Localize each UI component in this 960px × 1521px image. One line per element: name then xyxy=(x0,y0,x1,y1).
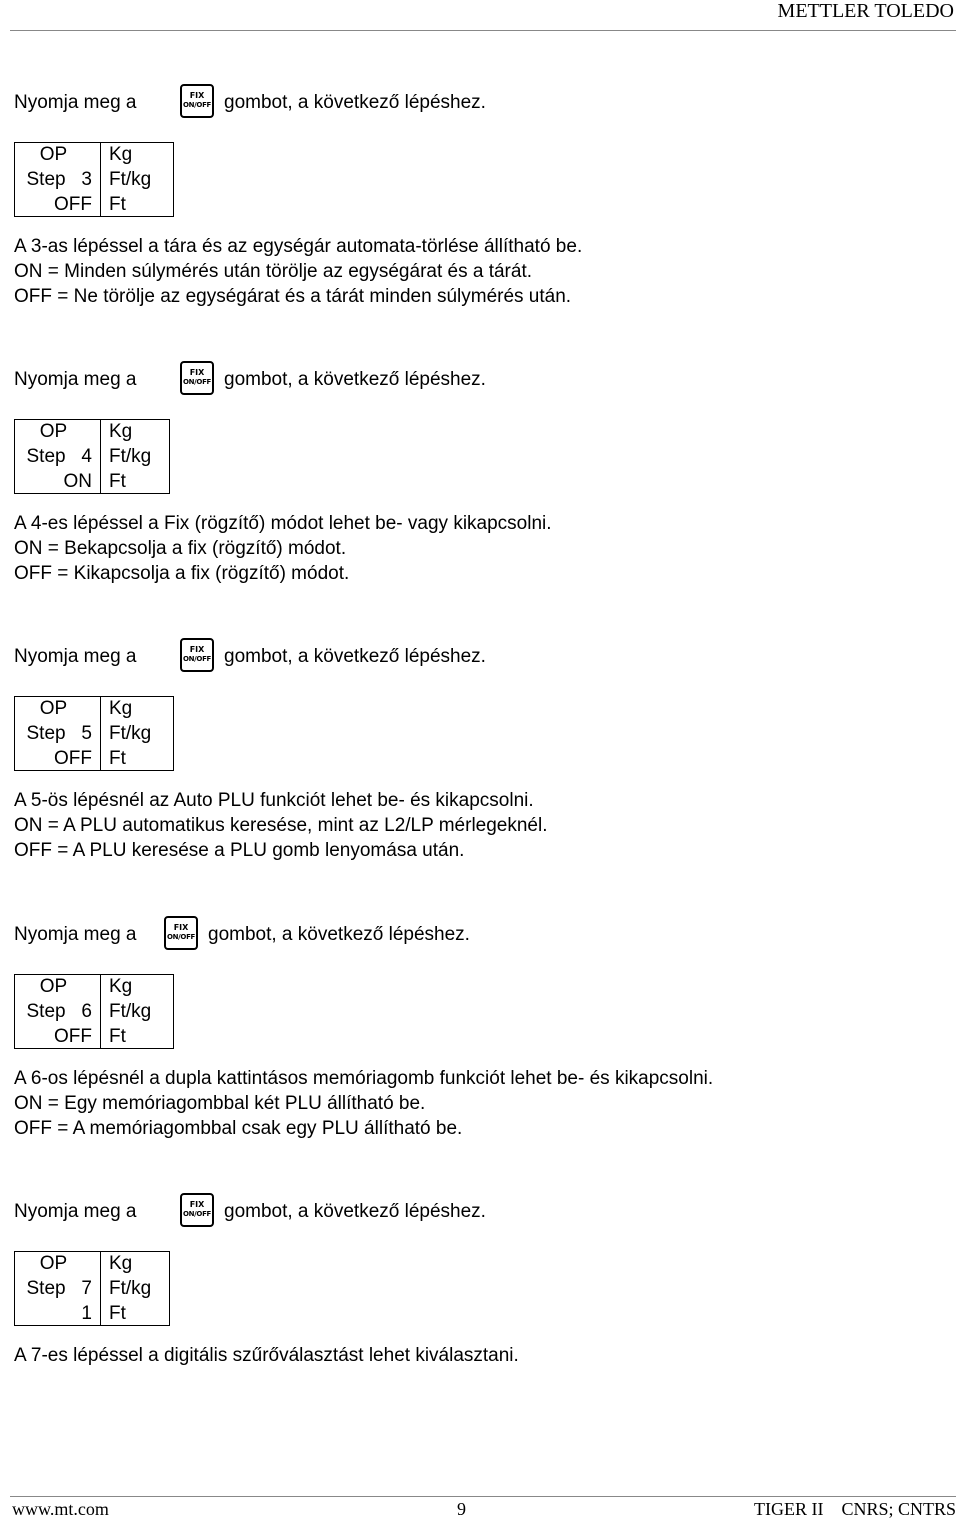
display-step: Step 5 xyxy=(26,723,92,744)
step-description xyxy=(14,234,944,309)
display-unit-kg: Kg xyxy=(109,698,133,719)
display-unit-ft: Ft xyxy=(109,1303,126,1324)
display-step: Step 3 xyxy=(26,169,92,190)
press-prefix: Nyomja meg a xyxy=(14,646,137,667)
press-suffix: gombot, a következő lépéshez. xyxy=(208,924,470,945)
description-line: OFF = A memóriagombbal csak egy PLU állítható be. xyxy=(14,1118,463,1139)
step-display xyxy=(14,419,170,494)
key-label-fix: FIX xyxy=(189,368,205,377)
press-prefix: Nyomja meg a xyxy=(14,369,137,390)
key-label-fix: FIX xyxy=(189,91,205,100)
display-op: OP xyxy=(39,976,68,997)
display-unit-kg: Kg xyxy=(109,976,133,997)
footer-product: TIGER II CNRS; CNTRS xyxy=(753,1499,956,1519)
footer-page-number: 9 xyxy=(457,1499,466,1519)
press-prefix: Nyomja meg a xyxy=(14,924,137,945)
header-brand: METTLER TOLEDO xyxy=(777,0,954,22)
description-line: A 4-es lépéssel a Fix (rögzítő) módot lehet be- vagy kikapcsolni. xyxy=(14,513,552,534)
step-6-section xyxy=(14,916,944,1141)
display-unit-ftkg: Ft/kg xyxy=(109,446,152,467)
step-7-section xyxy=(14,1193,944,1368)
description-line: ON = A PLU automatikus keresése, mint az L2/LP mérlegeknél. xyxy=(14,815,548,836)
key-label-onoff: ON/OFF xyxy=(166,933,196,941)
footer-divider xyxy=(10,1496,956,1497)
display-op: OP xyxy=(39,698,68,719)
description-line: A 3-as lépéssel a tára és az egységár automata-törlése állítható be. xyxy=(14,236,583,257)
display-unit-ftkg: Ft/kg xyxy=(109,169,152,190)
display-unit-kg: Kg xyxy=(109,144,133,165)
description-line: A 6-os lépésnél a dupla kattintásos memóriagomb funkciót lehet be- és kikapcsolni. xyxy=(14,1068,714,1089)
step-display xyxy=(14,142,174,217)
display-unit-ftkg: Ft/kg xyxy=(109,1278,152,1299)
fix-on-off-key-icon xyxy=(180,84,214,118)
display-unit-kg: Kg xyxy=(109,421,133,442)
display-unit-kg: Kg xyxy=(109,1253,133,1274)
display-op: OP xyxy=(39,144,68,165)
key-label-onoff: ON/OFF xyxy=(182,101,212,109)
key-label-fix: FIX xyxy=(189,1200,205,1209)
press-suffix: gombot, a következő lépéshez. xyxy=(224,1201,486,1222)
display-step: Step 6 xyxy=(26,1001,92,1022)
step-4-section xyxy=(14,361,944,586)
display-value: ON xyxy=(63,471,92,492)
display-unit-ftkg: Ft/kg xyxy=(109,723,152,744)
press-instruction xyxy=(14,84,944,124)
fix-on-off-key-icon xyxy=(164,916,198,950)
step-description xyxy=(14,1343,944,1368)
display-unit-ftkg: Ft/kg xyxy=(109,1001,152,1022)
display-unit-ft: Ft xyxy=(109,1026,126,1047)
display-unit-ft: Ft xyxy=(109,748,126,769)
display-unit-ft: Ft xyxy=(109,471,126,492)
display-value: OFF xyxy=(54,748,92,769)
description-line: ON = Egy memóriagombbal két PLU állítható be. xyxy=(14,1093,426,1114)
key-label-fix: FIX xyxy=(189,645,205,654)
display-op: OP xyxy=(39,421,68,442)
press-prefix: Nyomja meg a xyxy=(14,92,137,113)
display-value: OFF xyxy=(54,1026,92,1047)
footer-website: www.mt.com xyxy=(12,1499,109,1519)
description-line: A 5-ös lépésnél az Auto PLU funkciót lehet be- és kikapcsolni. xyxy=(14,790,534,811)
display-unit-ft: Ft xyxy=(109,194,126,215)
description-line: A 7-es lépéssel a digitális szűrőválasztást lehet kiválasztani. xyxy=(14,1345,519,1366)
key-label-onoff: ON/OFF xyxy=(182,1210,212,1218)
header-divider xyxy=(10,30,956,31)
description-line: ON = Minden súlymérés után törölje az egységárat és a tárát. xyxy=(14,261,533,282)
display-step: Step 7 xyxy=(26,1278,92,1299)
step-description xyxy=(14,511,944,586)
display-value: OFF xyxy=(54,194,92,215)
step-display xyxy=(14,974,174,1049)
press-instruction xyxy=(14,361,944,401)
press-suffix: gombot, a következő lépéshez. xyxy=(224,646,486,667)
press-suffix: gombot, a következő lépéshez. xyxy=(224,369,486,390)
press-suffix: gombot, a következő lépéshez. xyxy=(224,92,486,113)
press-instruction xyxy=(14,638,944,678)
key-label-onoff: ON/OFF xyxy=(182,378,212,386)
description-line: OFF = A PLU keresése a PLU gomb lenyomása után. xyxy=(14,840,465,861)
fix-on-off-key-icon xyxy=(180,638,214,672)
display-op: OP xyxy=(39,1253,68,1274)
fix-on-off-key-icon xyxy=(180,1193,214,1227)
press-prefix: Nyomja meg a xyxy=(14,1201,137,1222)
step-description xyxy=(14,788,944,863)
step-display xyxy=(14,696,174,771)
display-step: Step 4 xyxy=(26,446,92,467)
step-5-section xyxy=(14,638,944,863)
display-value: 1 xyxy=(81,1303,92,1324)
step-display xyxy=(14,1251,170,1326)
key-label-fix: FIX xyxy=(173,923,189,932)
description-line: ON = Bekapcsolja a fix (rögzítő) módot. xyxy=(14,538,347,559)
press-instruction xyxy=(14,916,944,956)
press-instruction xyxy=(14,1193,944,1233)
fix-on-off-key-icon xyxy=(180,361,214,395)
key-label-onoff: ON/OFF xyxy=(182,655,212,663)
description-line: OFF = Kikapcsolja a fix (rögzítő) módot. xyxy=(14,563,350,584)
step-3-section xyxy=(14,84,944,309)
step-description xyxy=(14,1066,944,1141)
description-line: OFF = Ne törölje az egységárat és a tárát minden súlymérés után. xyxy=(14,286,572,307)
